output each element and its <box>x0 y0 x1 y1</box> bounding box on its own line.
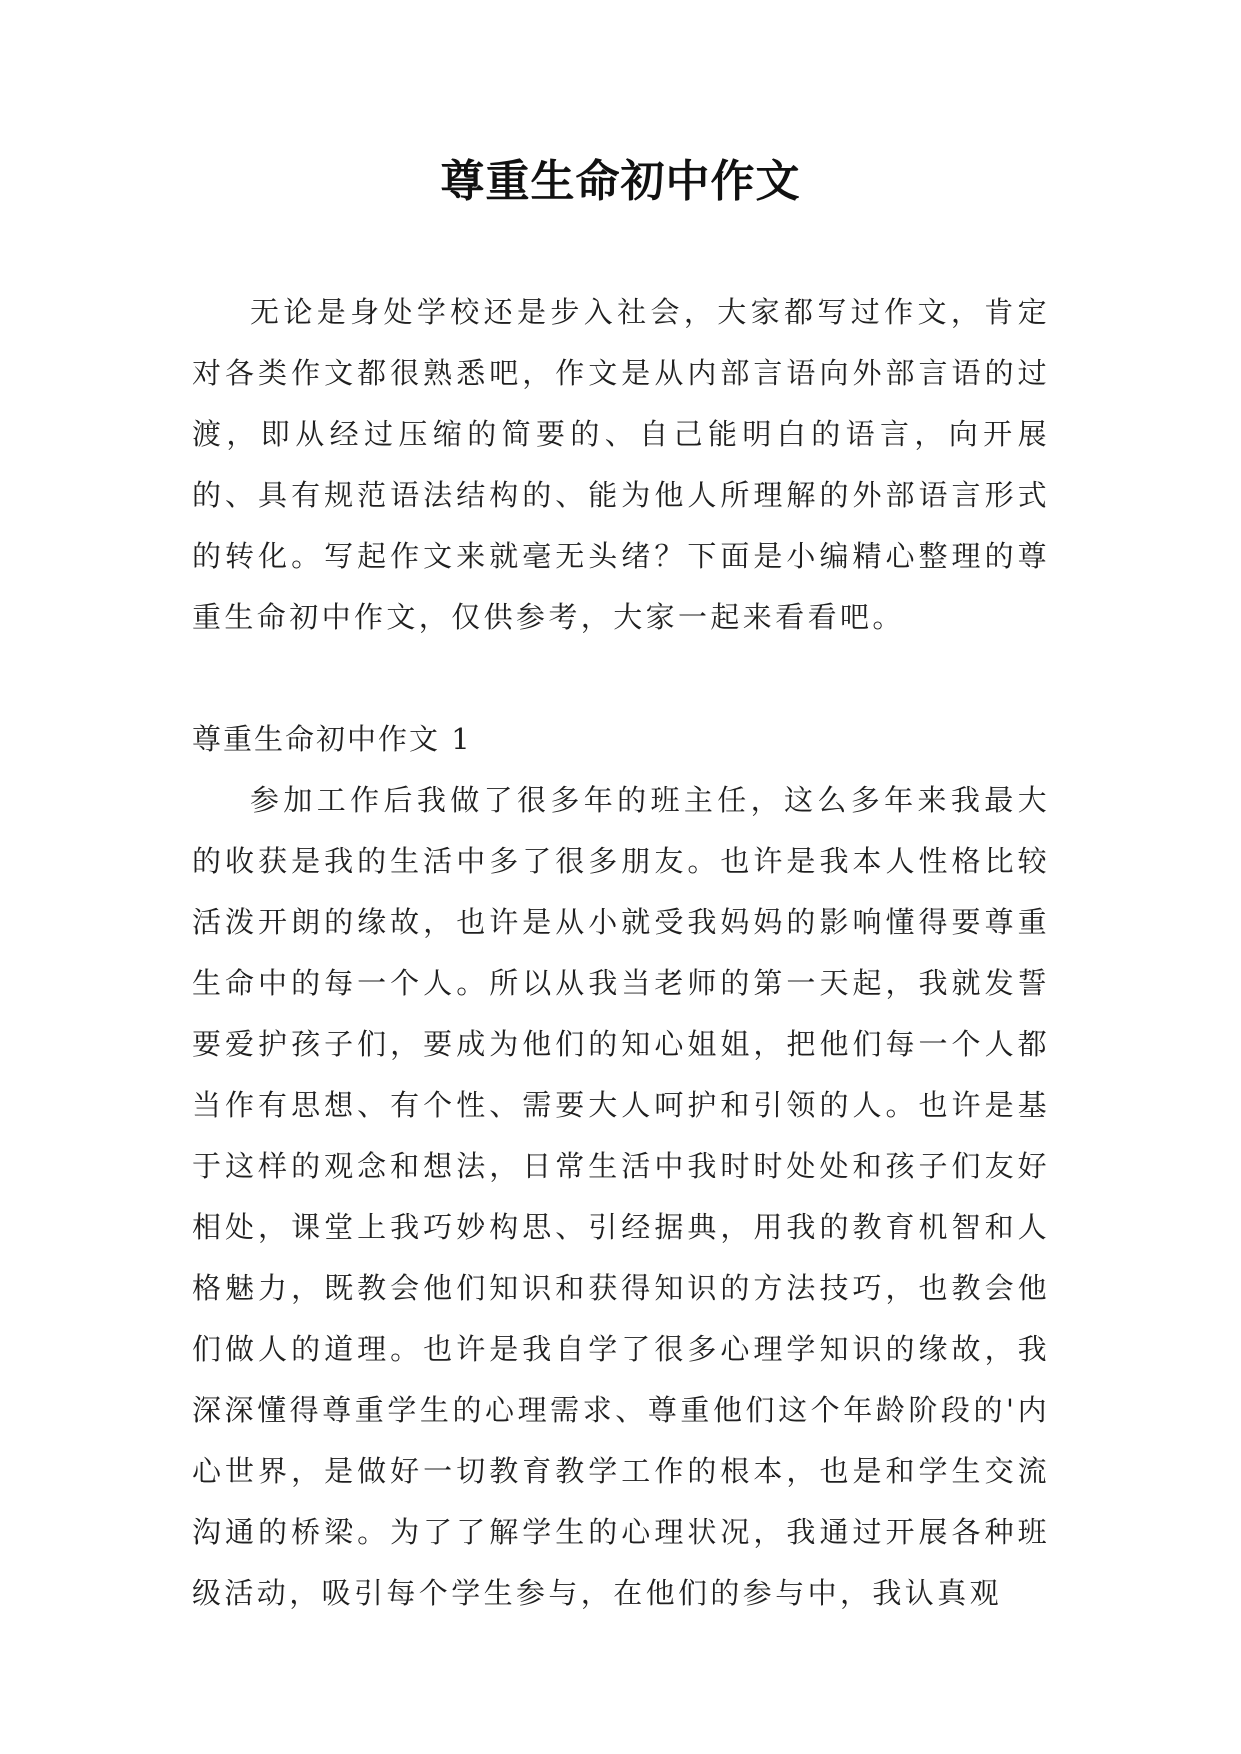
intro-paragraph: 无论是身处学校还是步入社会，大家都写过作文，肯定对各类作文都很熟悉吧，作文是从内部言语向外部言语的过渡，即从经过压缩的简要的、自己能明白的语言，向开展的、具有规范语法结构的、能为他人所理解的外部语言形式的转化。写起作文来就毫无头绪？下面是小编精心整理的尊重生命初中作文，仅供参考，大家一起来看看吧。 <box>192 295 1050 634</box>
document-body <box>192 282 1050 1624</box>
body-paragraph: 参加工作后我做了很多年的班主任，这么多年来我最大的收获是我的生活中多了很多朋友。也许是我本人性格比较活泼开朗的缘故，也许是从小就受我妈妈的影响懂得要尊重生命中的每一个人。所以从我当老师的第一天起，我就发誓要爱护孩子们，要成为他们的知心姐姐，把他们每一个人都当作有思想、有个性、需要大人呵护和引领的人。也许是基于这样的观念和想法，日常生活中我时时处处和孩子们友好相处，课堂上我巧妙构思、引经据典，用我的教育机智和人格魅力，既教会他们知识和获得知识的方法技巧，也教会他们做人的道理。也许是我自学了很多心理学知识的缘故，我深深懂得尊重学生的心理需求、尊重他们这个年龄阶段的'内心世界，是做好一切教育教学工作的根本，也是和学生交流沟通的桥梁。为了了解学生的心理状况，我通过开展各种班级活动，吸引每个学生参与，在他们的参与中，我认真观 <box>192 783 1050 1610</box>
document-title: 尊重生命初中作文 <box>440 156 801 207</box>
paragraph-spacer <box>192 648 1050 709</box>
section-heading: 尊重生命初中作文 1 <box>192 722 472 756</box>
